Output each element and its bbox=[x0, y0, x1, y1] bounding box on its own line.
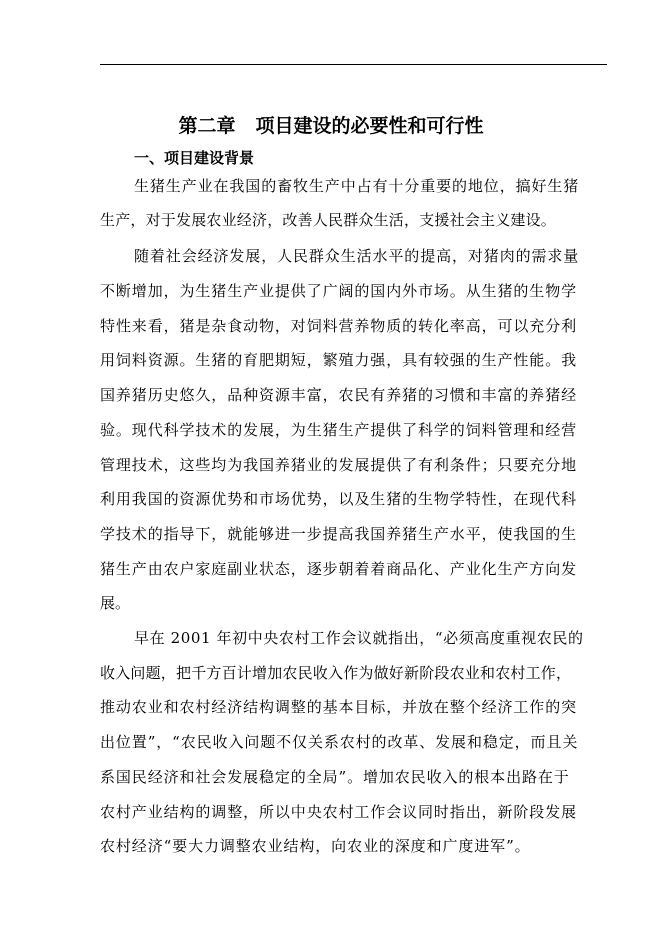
paragraph-line: 收入问题，把千方百计增加农民收入作为做好新阶段农业和农村工作， bbox=[100, 664, 572, 682]
chapter-title-text: 项目建设的必要性和可行性 bbox=[255, 115, 484, 137]
paragraph-line: 管理技术，这些均为我国养猪业的发展提供了有利条件；只要充分地 bbox=[100, 456, 578, 474]
chapter-title bbox=[0, 112, 662, 140]
paragraph-line: 生产，对于发展农业经济，改善人民群众生活，支援社会主义建设。 bbox=[100, 211, 557, 229]
paragraph-line: 系国民经济和社会发展稳定的全局”。增加农民收入的根本出路在于 bbox=[100, 768, 570, 786]
paragraph-line: 验。现代科学技术的发展，为生猪生产提供了科学的饲料管理和经营 bbox=[100, 421, 578, 439]
paragraph-line: 国养猪历史悠久，品种资源丰富，农民有养猪的习惯和丰富的养猪经 bbox=[100, 386, 578, 404]
paragraph-line: 用饲料资源。生猪的育肥期短，繁殖力强，具有较强的生产性能。我 bbox=[100, 351, 578, 369]
paragraph-line: 农村产业结构的调整，所以中央农村工作会议同时指出，新阶段发展 bbox=[100, 803, 578, 821]
paragraph-line: 生猪生产业在我国的畜牧生产中占有十分重要的地位，搞好生猪 bbox=[134, 177, 580, 195]
header-rule bbox=[100, 64, 607, 65]
paragraph-line: 利用我国的资源优势和市场优势，以及生猪的生物学特性，在现代科 bbox=[100, 490, 578, 508]
paragraph-line: 随着社会经济发展，人民群众生活水平的提高，对猪肉的需求量 bbox=[134, 247, 580, 265]
paragraph-line: 早在 2001 年初中央农村工作会议就指出，“必须高度重视农民的 bbox=[134, 629, 584, 647]
paragraph-line: 不断增加，为生猪生产业提供了广阔的国内外市场。从生猪的生物学 bbox=[100, 282, 578, 300]
paragraph-line: 出位置”，“农民收入问题不仅关系农村的改革、发展和稳定，而且关 bbox=[100, 733, 579, 751]
chapter-number: 第二章 bbox=[178, 115, 236, 137]
section-heading: 一、项目建设背景 bbox=[134, 149, 255, 167]
paragraph-line: 展。 bbox=[100, 594, 131, 612]
paragraph-line: 学技术的指导下，就能够进一步提高我国养猪生产水平，使我国的生 bbox=[100, 525, 578, 543]
paragraph-line: 猪生产由农户家庭副业状态，逐步朝着着商品化、产业化生产方向发 bbox=[100, 560, 578, 578]
paragraph-line: 推动农业和农村经济结构调整的基本目标，并放在整个经济工作的突 bbox=[100, 698, 578, 716]
paragraph-line: 特性来看，猪是杂食动物，对饲料营养物质的转化率高，可以充分利 bbox=[100, 317, 578, 335]
paragraph-line: 农村经济“要大力调整农业结构，向农业的深度和广度进军”。 bbox=[100, 837, 531, 855]
